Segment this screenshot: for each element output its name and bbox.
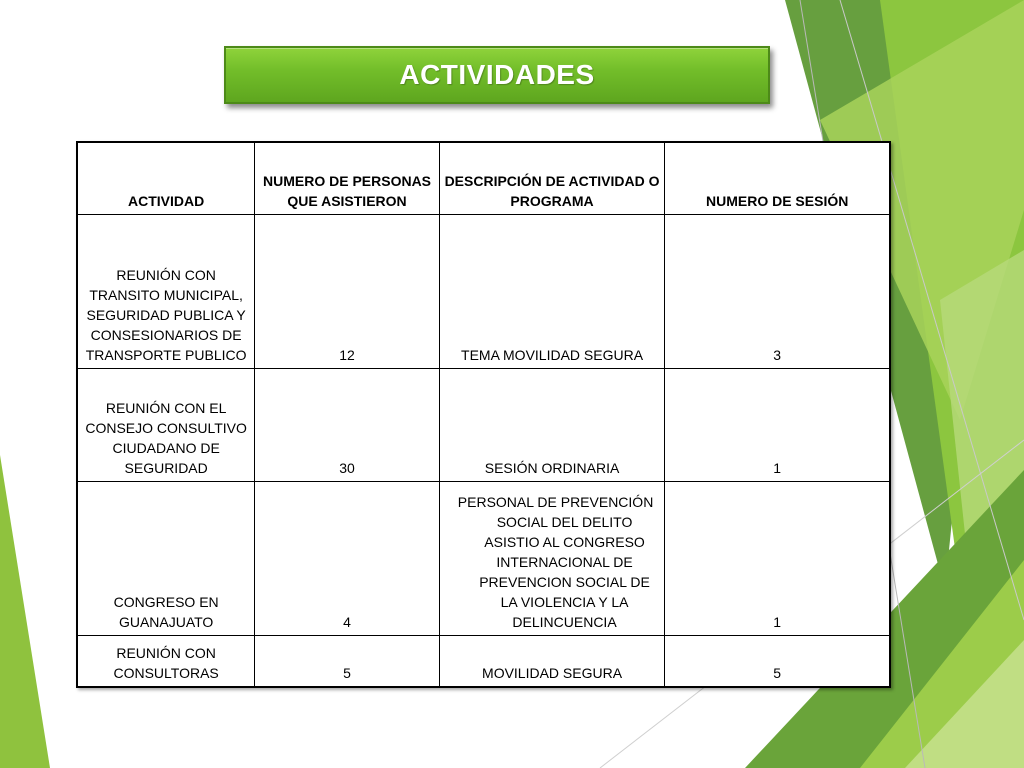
- cell-personas: 4: [255, 482, 440, 636]
- header-personas: NUMERO DE PERSONAS QUE ASISTIERON: [255, 142, 440, 215]
- cell-sesion: 1: [665, 482, 890, 636]
- cell-actividad: REUNIÓN CON TRANSITO MUNICIPAL, SEGURIDAD PUBLICA Y CONSESIONARIOS DE TRANSPORTE PUBLICO: [77, 215, 255, 369]
- table-row: [77, 215, 890, 369]
- cell-actividad: REUNIÓN CON EL CONSEJO CONSULTIVO CIUDADANO DE SEGURIDAD: [77, 369, 255, 482]
- table-row: [77, 636, 890, 688]
- cell-descripcion: PERSONAL DE PREVENCIÓN SOCIAL DEL DELITO ASISTIO AL CONGRESO INTERNACIONAL DE PREVENCION SOCIAL DE LA VIOLENCIA Y LA DELINCUENCIA: [439, 482, 665, 636]
- cell-descripcion: SESIÓN ORDINARIA: [439, 369, 665, 482]
- activities-table: [76, 141, 891, 688]
- cell-descripcion: TEMA MOVILIDAD SEGURA: [439, 215, 665, 369]
- cell-descripcion: MOVILIDAD SEGURA: [439, 636, 665, 688]
- cell-actividad: REUNIÓN CON CONSULTORAS: [77, 636, 255, 688]
- cell-sesion: 1: [665, 369, 890, 482]
- slide-title: ACTIVIDADES: [399, 59, 595, 90]
- title-banner: [224, 46, 770, 104]
- header-actividad: ACTIVIDAD: [77, 142, 255, 215]
- cell-personas: 5: [255, 636, 440, 688]
- cell-sesion: 5: [665, 636, 890, 688]
- table-row: [77, 369, 890, 482]
- header-sesion: NUMERO DE SESIÓN: [665, 142, 890, 215]
- cell-personas: 30: [255, 369, 440, 482]
- header-descripcion: DESCRIPCIÓN DE ACTIVIDAD O PROGRAMA: [439, 142, 665, 215]
- table-row: [77, 482, 890, 636]
- cell-personas: 12: [255, 215, 440, 369]
- left-accent-shape: [0, 455, 50, 768]
- cell-sesion: 3: [665, 215, 890, 369]
- table-header-row: [77, 142, 890, 215]
- cell-actividad: CONGRESO EN GUANAJUATO: [77, 482, 255, 636]
